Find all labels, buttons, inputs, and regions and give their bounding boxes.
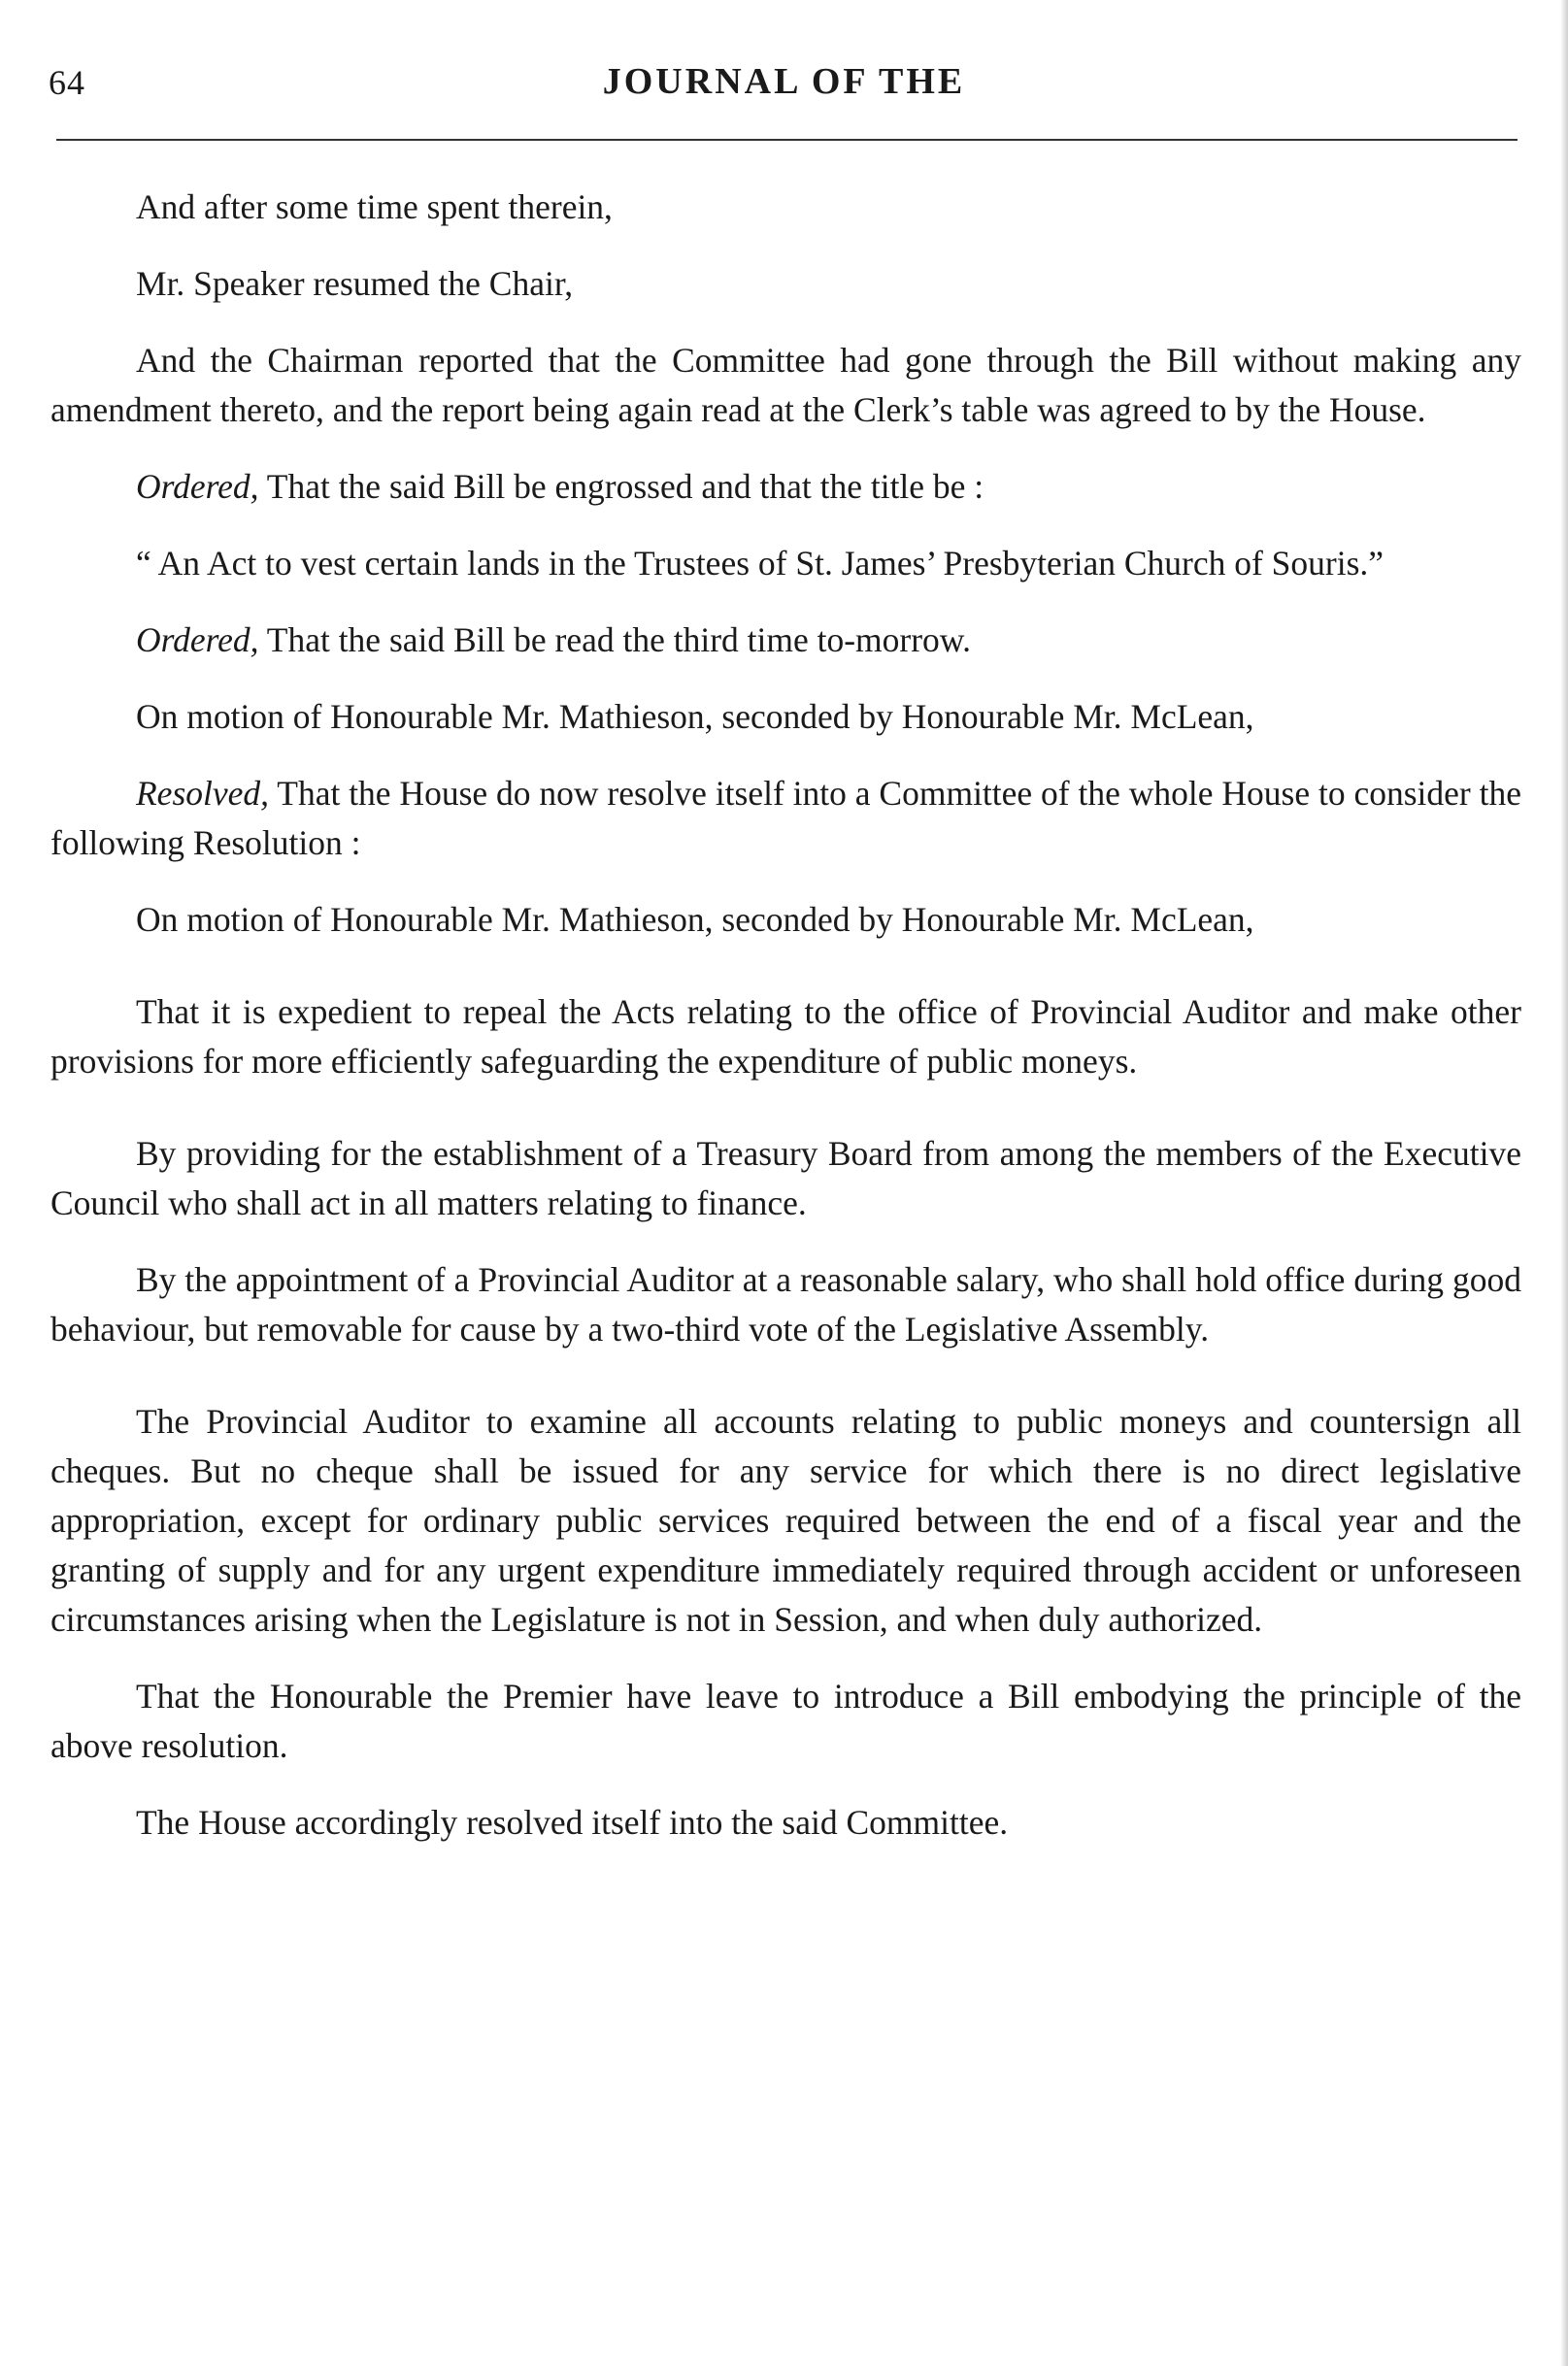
header-rule [56, 139, 1518, 141]
page-body [50, 183, 1521, 1875]
paragraph-chairman-report: And the Chairman reported that the Committee had gone through the Bill without making any amendment thereto, and the report being again read at the Clerk’s table was agreed to by the House. [50, 341, 1521, 429]
paragraph-motion: On motion of Honourable Mr. Mathieson, seconded by Honourable Mr. McLean, [136, 697, 1254, 736]
ordered-lead: Ordered, [136, 620, 259, 659]
paragraph-expedient: That it is expedient to repeal the Acts relating to the office of Provincial Auditor and make other provisions for more efficiently safeguarding the expenditure of public moneys. [50, 992, 1521, 1081]
paragraph-premier-leave: That the Honourable the Premier have leave to introduce a Bill embodying the principle of the above resolution. [50, 1677, 1521, 1765]
paragraph-committee: The House accordingly resolved itself into the said Committee. [136, 1803, 1009, 1842]
paragraph-time-spent: And after some time spent therein, [136, 187, 613, 226]
page-number: 64 [49, 63, 85, 102]
paragraph-resolved: Resolved, That the House do now resolve itself into a Committee of the whole House to consider the following Resolution : [50, 774, 1521, 862]
paragraph-act-title: “ An Act to vest certain lands in the Trustees of St. James’ Presbyterian Church of Souris.” [136, 544, 1385, 583]
paragraph-ordered-third-reading: Ordered, That the said Bill be read the third time to-morrow. [136, 620, 972, 659]
paragraph-ordered-engrossed: Ordered, That the said Bill be engrossed and that the title be : [136, 467, 984, 506]
paragraph-auditor-duties: The Provincial Auditor to examine all accounts relating to public moneys and countersign all cheques. But no cheque shall be issued for any service for which there is no direct legislative appropriation, except for ordinary public services required between the end of a fiscal year and the granting of supply and for any urgent expenditure immediately required through accident or unforeseen circumstances arising when the Legislature is not in Session, and when duly authorized. [50, 1402, 1521, 1639]
running-head: JOURNAL OF THE [602, 61, 966, 102]
resolved-lead: Resolved, [136, 774, 270, 813]
paragraph-motion-2: On motion of Honourable Mr. Mathieson, seconded by Honourable Mr. McLean, [136, 900, 1254, 939]
paragraph-treasury-board: By providing for the establishment of a Treasury Board from among the members of the Executive Council who shall act in all matters relating to finance. [50, 1134, 1521, 1222]
ordered-lead: Ordered, [136, 467, 259, 506]
paragraph-auditor-appointment: By the appointment of a Provincial Auditor at a reasonable salary, who shall hold office during good behaviour, but removable for cause by a two-third vote of the Legislative Assembly. [50, 1260, 1521, 1349]
page-edge-shadow [1560, 0, 1568, 2366]
paragraph-speaker-resumed: Mr. Speaker resumed the Chair, [136, 264, 574, 303]
